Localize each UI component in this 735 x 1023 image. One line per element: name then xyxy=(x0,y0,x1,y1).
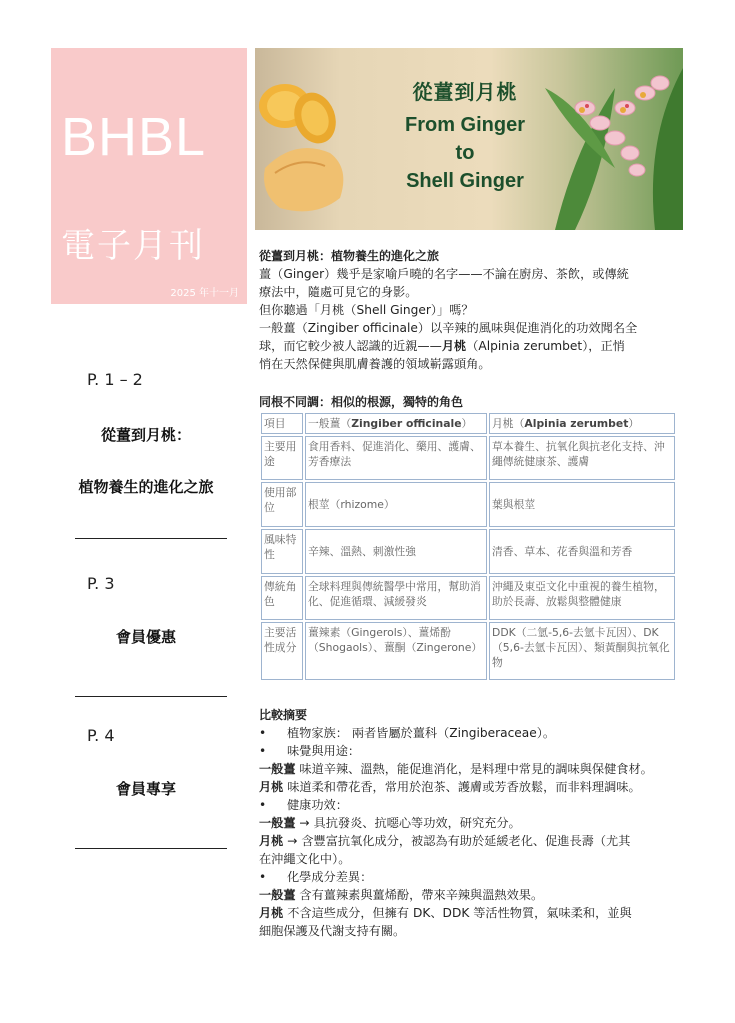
row-label: 主要用途 xyxy=(261,436,303,480)
header-sci-name: Alpinia zerumbet xyxy=(524,417,629,430)
summary-line: 細胞保護及代謝支持有關。 xyxy=(259,924,406,938)
header-text: 月桃（ xyxy=(492,417,525,430)
summary-text: 含有薑辣素與薑烯酚，帶來辛辣與溫熱效果。 xyxy=(295,888,544,902)
bullet-text: 健康功效： xyxy=(287,798,348,812)
summary-text: 味道柔和帶花香，常用於泡茶、護膚或芳香放鬆，而非料理調味。 xyxy=(283,780,641,794)
toc-page-4: P. 4 xyxy=(87,726,115,745)
table-row xyxy=(261,576,675,620)
summary-text: → 含豐富抗氧化成分，被認為有助於延緩老化、促進長壽（尤其 xyxy=(283,834,631,848)
cell-ginger: 食用香料、促進消化、藥用、護膚、芳香療法 xyxy=(305,436,487,480)
brand-title: BHBL xyxy=(61,107,207,167)
banner-title-en xyxy=(375,111,555,195)
comparison-table xyxy=(259,411,677,682)
row-label: 傳統角色 xyxy=(261,576,303,620)
intro-line-4: 一般薑（Zingiber officinale）以辛辣的風味與促進消化的功效聞名全 xyxy=(259,321,638,335)
summary-line xyxy=(259,904,681,922)
bullet-text: 味覺與用途： xyxy=(287,744,361,758)
toc-title-1a[interactable]: 從薑到月桃： xyxy=(100,426,191,444)
banner-en-line-2: to xyxy=(455,142,475,164)
banner-image xyxy=(255,48,683,230)
summary-text: 不含這些成分，但擁有 DK、DDK 等活性物質，氣味柔和，並與 xyxy=(283,906,632,920)
brand-subtitle: 電子月刊 xyxy=(61,226,205,266)
summary-section xyxy=(259,706,681,940)
toc-page-3: P. 3 xyxy=(87,574,115,593)
toc-divider xyxy=(75,848,227,849)
shell-label: 月桃 xyxy=(259,780,284,794)
toc-divider xyxy=(75,538,227,539)
cell-ginger: 薑辣素（Gingerols）、薑烯酚（Shogaols）、薑酮（Zingerone） xyxy=(305,622,487,680)
toc-page-1: P. 1 – 2 xyxy=(87,370,143,389)
summary-heading: 比較摘要 xyxy=(259,708,308,722)
table-row xyxy=(261,622,675,680)
header-text: ） xyxy=(628,417,640,430)
toc-title-1b[interactable]: 植物養生的進化之旅 xyxy=(78,478,214,496)
header-ginger xyxy=(305,413,487,434)
summary-line xyxy=(259,886,681,904)
header-item: 項目 xyxy=(261,413,303,434)
intro-line-3: 但你聽過「月桃（Shell Ginger）」嗎？ xyxy=(259,303,474,317)
shell-ginger-emphasis: 月桃 xyxy=(441,339,467,353)
cell-ginger: 根莖（rhizome） xyxy=(305,482,487,527)
table-heading: 同根不同調：相似的根源，獨特的角色 xyxy=(259,395,464,409)
bullet-icon: • xyxy=(259,744,267,758)
ginger-label: 一般薑 xyxy=(259,816,296,830)
toc-title-4[interactable]: 會員專享 xyxy=(115,780,176,798)
summary-line xyxy=(259,760,681,778)
intro-heading: 從薑到月桃：植物養生的進化之旅 xyxy=(259,249,440,263)
summary-bullet xyxy=(259,796,681,814)
header-sci-name: Zingiber officinale xyxy=(351,417,462,430)
bullet-text: 植物家族： 兩者皆屬於薑科（Zingiberaceae）。 xyxy=(287,726,556,740)
intro-line-1: 薑（Ginger）幾乎是家喻戶曉的名字——不論在廚房、茶飲，或傳統 xyxy=(259,267,629,281)
cell-shell: 草本養生、抗氧化與抗老化支持、沖繩傳統健康茶、護膚 xyxy=(489,436,675,480)
header-text: ） xyxy=(461,417,473,430)
table-row xyxy=(261,436,675,480)
cell-ginger: 辛辣、溫熱、刺激性強 xyxy=(305,529,487,574)
header-text: 一般薑（ xyxy=(308,417,352,430)
bullet-icon: • xyxy=(259,726,267,740)
banner-title-zh: 從薑到月桃 xyxy=(412,80,518,104)
table-row xyxy=(261,482,675,527)
summary-text: 味道辛辣、溫熱，能促進消化，是料理中常見的調味與保健食材。 xyxy=(295,762,653,776)
cell-shell: 沖繩及東亞文化中重視的養生植物，助於長壽、放鬆與整體健康 xyxy=(489,576,675,620)
masthead xyxy=(51,48,247,304)
row-label: 使用部位 xyxy=(261,482,303,527)
cell-shell: 清香、草本、花香與溫和芳香 xyxy=(489,529,675,574)
issue-date: 2025 年十一月 xyxy=(170,288,239,299)
summary-line xyxy=(259,814,681,832)
row-label: 主要活性成分 xyxy=(261,622,303,680)
toc-title-3[interactable]: 會員優惠 xyxy=(115,628,176,646)
intro-line-2: 療法中，隨處可見它的身影。 xyxy=(259,285,418,299)
banner-en-line-1: From Ginger xyxy=(404,114,525,136)
banner-en-line-3: Shell Ginger xyxy=(406,170,524,192)
summary-text: → 具抗發炎、抗噁心等功效，研究充分。 xyxy=(295,816,521,830)
bullet-icon: • xyxy=(259,870,267,884)
shell-label: 月桃 xyxy=(259,906,284,920)
intro-line-6: 悄在天然保健與肌膚養護的領域嶄露頭角。 xyxy=(259,357,491,371)
bullet-icon: • xyxy=(259,798,267,812)
summary-bullet xyxy=(259,868,681,886)
ginger-label: 一般薑 xyxy=(259,888,296,902)
intro-text: （Alpinia zerumbet），正悄 xyxy=(466,339,625,353)
table-header-row xyxy=(261,413,675,434)
cell-shell: DDK（二氫-5,6-去氫卡瓦因）、DK（5,6-去氫卡瓦因）、類黃酮與抗氧化物 xyxy=(489,622,675,680)
intro-text: 球，而它較少被人認識的近親—— xyxy=(259,339,442,353)
intro-line-5 xyxy=(259,337,681,355)
summary-line xyxy=(259,832,681,850)
header-shell-ginger xyxy=(489,413,675,434)
summary-line: 在沖繩文化中）。 xyxy=(259,852,351,866)
bullet-text: 化學成分差異： xyxy=(287,870,373,884)
table-row xyxy=(261,529,675,574)
summary-bullet xyxy=(259,724,681,742)
toc-divider xyxy=(75,696,227,697)
cell-shell: 葉與根莖 xyxy=(489,482,675,527)
cell-ginger: 全球料理與傳統醫學中常用，幫助消化、促進循環、減緩發炎 xyxy=(305,576,487,620)
row-label: 風味特性 xyxy=(261,529,303,574)
summary-line xyxy=(259,778,681,796)
banner-title xyxy=(375,76,555,195)
summary-bullet xyxy=(259,742,681,760)
intro-section xyxy=(259,247,681,373)
shell-label: 月桃 xyxy=(259,834,284,848)
ginger-label: 一般薑 xyxy=(259,762,296,776)
